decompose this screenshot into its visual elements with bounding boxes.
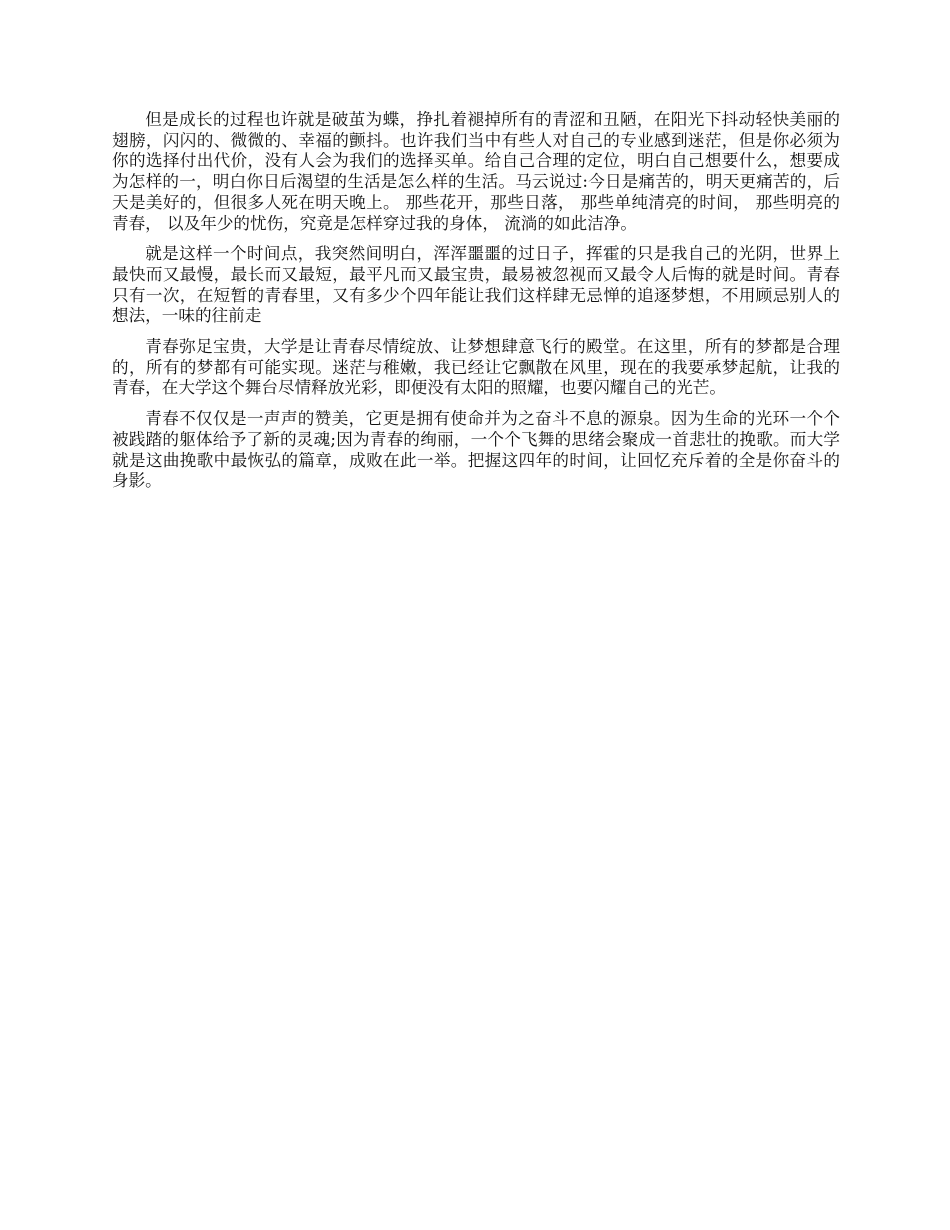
paragraph-4: 青春不仅仅是一声声的赞美，它更是拥有使命并为之奋斗不息的源泉。因为生命的光环一个个被践踏的躯体给予了新的灵魂;因为青春的绚丽，一个个飞舞的思绪会聚成一首悲壮的挽歌。而大学就是这曲挽歌中最恢弘的篇章，成败在此一举。把握这四年的时间，让回忆充斥着的全是你奋斗的身影。 — [112, 409, 840, 491]
document-body — [112, 110, 840, 502]
paragraph-3: 青春弥足宝贵，大学是让青春尽情绽放、让梦想肆意飞行的殿堂。在这里，所有的梦都是合理的，所有的梦都有可能实现。迷茫与稚嫩，我已经让它飘散在风里，现在的我要承梦起航，让我的青春，在大学这个舞台尽情释放光彩，即便没有太阳的照耀，也要闪耀自己的光芒。 — [112, 337, 840, 398]
paragraph-2: 就是这样一个时间点，我突然间明白，浑浑噩噩的过日子，挥霍的只是我自己的光阴，世界上最快而又最慢，最长而又最短，最平凡而又最宝贵，最易被忽视而又最令人后悔的就是时间。青春只有一次，在短暂的青春里，又有多少个四年能让我们这样肆无忌惮的追逐梦想，不用顾忌别人的想法，一味的往前走 — [112, 244, 840, 326]
paragraph-1: 但是成长的过程也许就是破茧为蝶，挣扎着褪掉所有的青涩和丑陋，在阳光下抖动轻快美丽的翅膀，闪闪的、微微的、幸福的颤抖。也许我们当中有些人对自己的专业感到迷茫，但是你必须为你的选择付出代价，没有人会为我们的选择买单。给自己合理的定位，明白自己想要什么，想要成为怎样的一，明白你日后渴望的生活是怎么样的生活。马云说过:今日是痛苦的，明天更痛苦的，后天是美好的，但很多人死在明天晚上。 那些花开，那些日落， 那些单纯清亮的时间， 那些明亮的青春， 以及年少的忧伤，究竟是怎样穿过我的身体， 流淌的如此洁净。 — [112, 110, 840, 233]
